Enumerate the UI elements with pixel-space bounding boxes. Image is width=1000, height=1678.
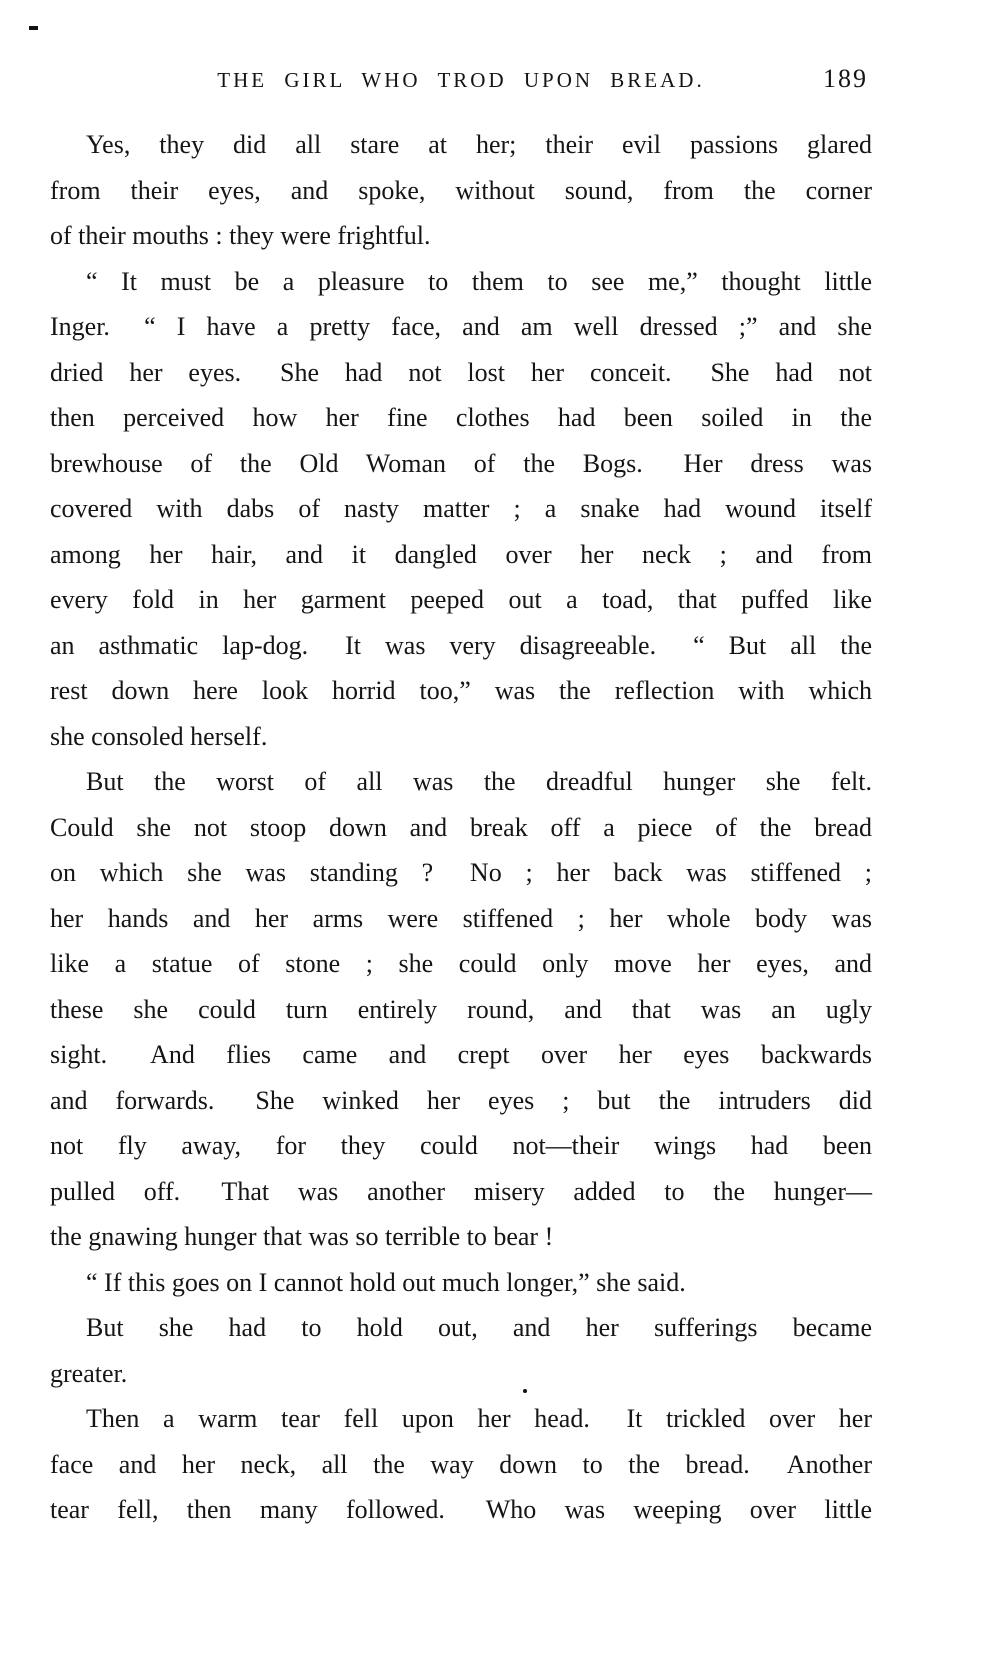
text-line: among her hair, and it dangled over her neck ; and from — [50, 539, 872, 569]
page-body — [50, 122, 872, 1533]
text-line: “ If this goes on I cannot hold out much longer,” she said. — [86, 1267, 686, 1297]
text-line: of their mouths : they were frightful. — [50, 221, 431, 250]
paragraph — [50, 259, 872, 760]
paragraph — [50, 759, 872, 1260]
text-line: an asthmatic lap-dog. It was very disagreeable. “ But all the — [50, 630, 872, 660]
text-line: rest down here look horrid too,” was the reflection with which — [50, 676, 872, 705]
text-line: these she could turn entirely round, and that was an ugly — [50, 994, 872, 1024]
text-line: every fold in her garment peeped out a toad, that puffed like — [50, 585, 872, 614]
paragraph — [50, 1396, 872, 1533]
text-line: she consoled herself. — [50, 721, 268, 751]
text-line: and forwards. She winked her eyes ; but the intruders did — [50, 1085, 872, 1115]
running-header — [50, 64, 872, 98]
scan-artifact — [29, 26, 38, 30]
text-line: tear fell, then many followed. Who was weeping over little — [50, 1495, 872, 1524]
text-line: face and her neck, all the way down to the bread. Another — [50, 1449, 872, 1479]
text-line: greater. — [50, 1358, 128, 1388]
text-line: from their eyes, and spoke, without sound, from the corner — [50, 175, 872, 205]
text-line: covered with dabs of nasty matter ; a snake had wound itself — [50, 494, 872, 523]
text-line: her hands and her arms were stiffened ; her whole body was — [50, 903, 872, 933]
text-line: But she had to hold out, and her sufferings became — [86, 1313, 872, 1342]
text-line: “ It must be a pleasure to them to see me,” thought little — [86, 266, 872, 296]
text-line: not fly away, for they could not—their wings had been — [50, 1131, 872, 1160]
text-line: Inger. “ I have a pretty face, and am well dressed ;” and she — [50, 312, 872, 341]
text-line: Yes, they did all stare at her; their evil passions glared — [86, 130, 872, 159]
text-line: dried her eyes. She had not lost her conceit. She had not — [50, 357, 872, 387]
text-line: sight. And flies came and crept over her eyes backwards — [50, 1040, 872, 1069]
text-line: But the worst of all was the dreadful hunger she felt. — [86, 767, 872, 796]
text-line: like a statue of stone ; she could only move her eyes, and — [50, 949, 872, 978]
text-line: Then a warm tear fell upon her head. It trickled over her — [86, 1404, 872, 1433]
text-line: brewhouse of the Old Woman of the Bogs. Her dress was — [50, 448, 872, 478]
running-title: THE GIRL WHO TROD UPON BREAD. — [217, 68, 705, 92]
text-line: pulled off. That was another misery added to the hunger— — [50, 1176, 872, 1206]
text-line: on which she was standing ? No ; her back was stiffened ; — [50, 858, 872, 887]
paragraph — [50, 122, 872, 259]
page-number: 189 — [823, 64, 868, 93]
text-line: then perceived how her fine clothes had been soiled in the — [50, 403, 872, 432]
paragraph — [50, 1260, 872, 1306]
paragraph — [50, 1305, 872, 1396]
text-line: the gnawing hunger that was so terrible to bear ! — [50, 1222, 554, 1251]
text-line: Could she not stoop down and break off a piece of the bread — [50, 812, 872, 842]
